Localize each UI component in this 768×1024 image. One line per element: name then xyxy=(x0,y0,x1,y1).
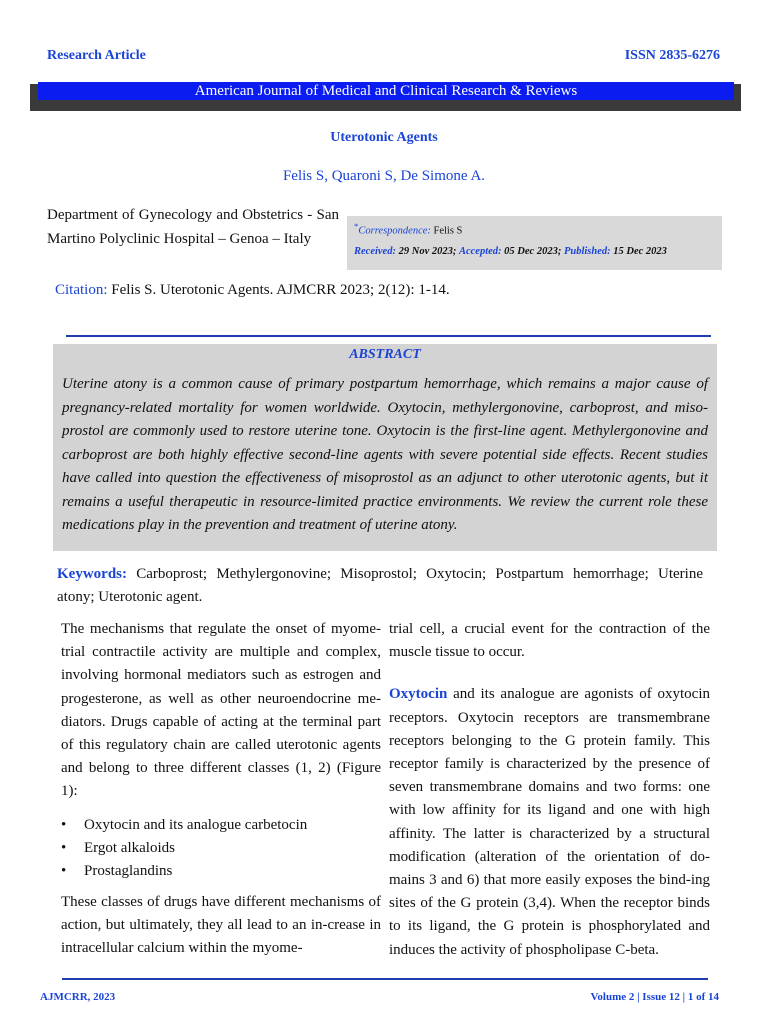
footer-journal: AJMCRR, 2023 xyxy=(40,991,116,1003)
correspondence-name: Felis S xyxy=(433,225,463,237)
body-paragraph: The mechanisms that regulate the onset of myome-trial contractile activity are multiple and complex, involving hormonal mediators such as estrogen and progesterone, as well as other neuroendocrine me-diators. Drugs capable of acting at the terminal part of this regulatory chain are called uterotonic agents and belong to three different classes (1, 2) (Figure 1): xyxy=(61,621,381,800)
divider-bottom xyxy=(62,978,708,980)
keywords xyxy=(57,563,703,609)
article-type-label: Research Article xyxy=(47,48,146,63)
abstract-heading: ABSTRACT xyxy=(349,347,421,362)
published-label: Published: xyxy=(563,246,611,257)
affiliation: Department of Gynecology and Obstetrics - San Martino Polyclinic Hospital – Genoa – Italy xyxy=(47,207,339,247)
abstract-text: Uterine atony is a common cause of primary postpartum hemorrhage, which remains a major cause of pregnancy-related mortality for women worldwide. Oxytocin, methylergonovine, carboprost, and miso-prostol are commonly used to restore uterine tone. Oxytocin is the first-line agent. Methylergonovine and carboprost are both highly effective second-line agents with severe potential side effects. Recent studies have called into question the effectiveness of misoprostol as an adjunct to other uterotonic agents, but it remains a useful therapeutic in resource-limited practice environments. We review the current role these medications play in the prevention and treatment of uterine atony. xyxy=(62,376,708,533)
body-paragraph: These classes of drugs have different mechanisms of action, but ultimately, they all lead to an in-crease in intracellular calcium within the myome- xyxy=(61,893,381,957)
correspondence-marker: * xyxy=(354,221,359,231)
correspondence-label: Correspondence: xyxy=(358,225,431,237)
drug-class-list xyxy=(61,814,381,883)
published-date: 15 Dec 2023 xyxy=(613,246,667,257)
keywords-label: Keywords: xyxy=(57,566,127,582)
list-item: • Ergot alkaloids xyxy=(61,837,381,860)
article-title: Uterotonic Agents xyxy=(330,130,438,145)
correspondence-box xyxy=(347,216,722,270)
authors: Felis S, Quaroni S, De Simone A. xyxy=(282,168,486,184)
accepted-label: Accepted: xyxy=(458,246,502,257)
body-paragraph xyxy=(389,683,710,961)
journal-banner: American Journal of Medical and Clinical Research & Reviews xyxy=(38,82,734,100)
abstract-box xyxy=(53,344,717,551)
footer-page-info: Volume 2 | Issue 12 | 1 of 14 xyxy=(590,991,719,1003)
oxytocin-heading: Oxytocin xyxy=(389,686,448,703)
received-date: 29 Nov 2023; xyxy=(398,246,457,257)
body-column-right xyxy=(389,618,710,962)
body-paragraph: trial cell, a crucial event for the contraction of the muscle tissue to occur. xyxy=(389,621,710,661)
list-item: • Oxytocin and its analogue carbetocin xyxy=(61,814,381,837)
body-column-left xyxy=(61,618,381,960)
keywords-text: Carboprost; Methylergonovine; Misoprostol; Oxytocin; Postpartum hemorrhage; Uterine atony; Uterotonic agent. xyxy=(57,566,704,605)
citation-label: Citation: xyxy=(55,282,108,298)
received-label: Received: xyxy=(354,246,396,257)
issn-label: ISSN 2835-6276 xyxy=(624,48,720,63)
citation xyxy=(55,282,450,299)
citation-text: Felis S. Uterotonic Agents. AJMCRR 2023; 2(12): 1-14. xyxy=(111,282,450,298)
dates-line xyxy=(354,246,667,257)
accepted-date: 05 Dec 2023; xyxy=(504,246,562,257)
divider-top xyxy=(66,335,711,337)
correspondence-line xyxy=(354,221,462,237)
body-paragraph-text: and its analogue are agonists of oxytocin receptors. Oxytocin receptors are transmembrane receptors belonging to the G protein family. This receptor family is characterized by the presence of seven transmembrane domains and two forms: one with low affinity for its ligand and one with high affinity. The latter is characterized by a structural modification (alteration of the orientation of do-mains 3 and 6) that more easily exposes the bind-ing sites of the G protein (3,4). When the receptor binds to its ligand, the G protein is phosphorylated and induces the activity of phospholipase C-beta. xyxy=(389,686,710,958)
list-item: • Prostaglandins xyxy=(61,860,381,883)
